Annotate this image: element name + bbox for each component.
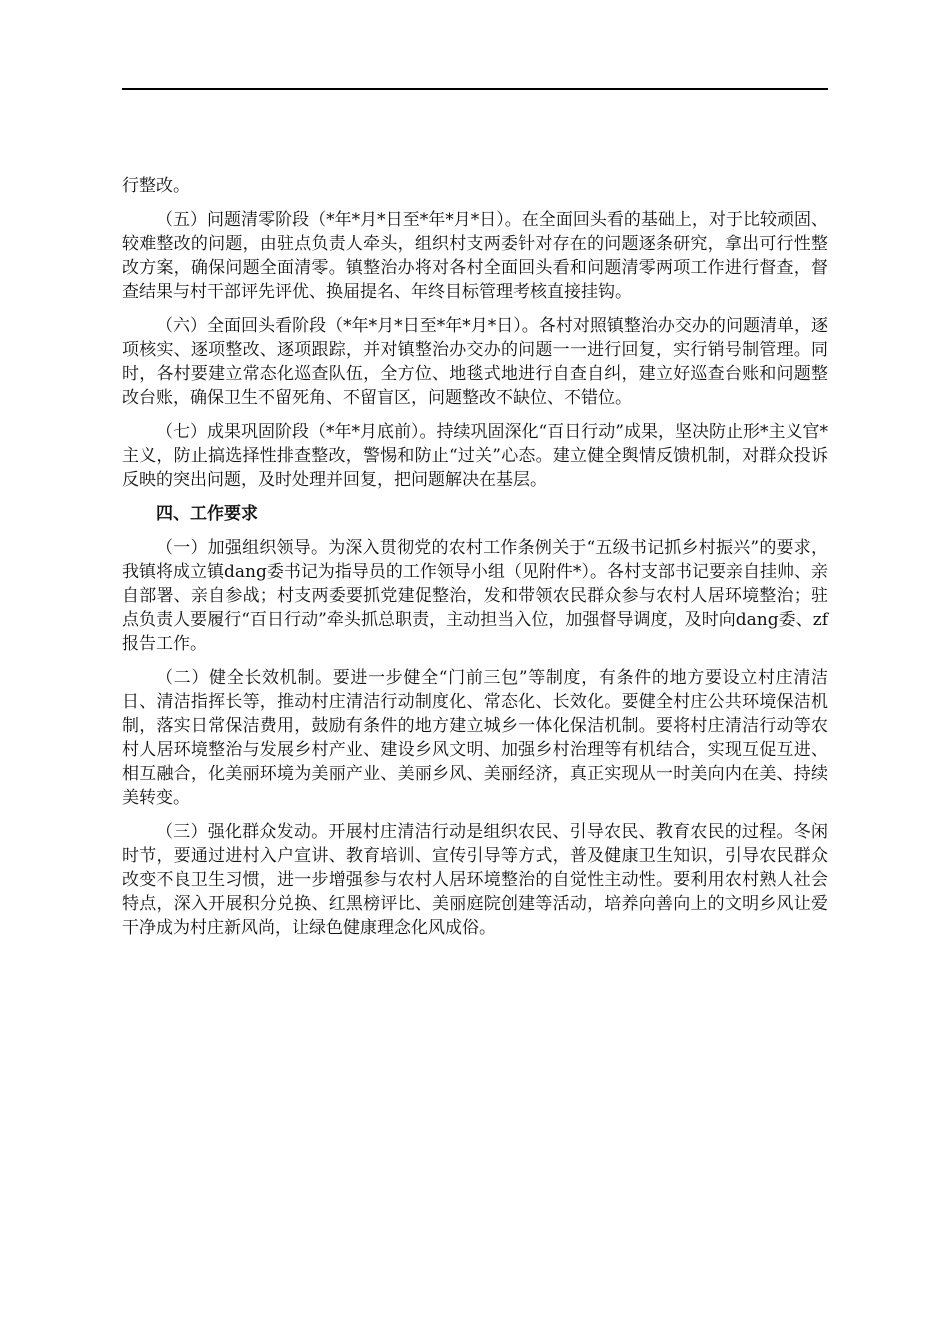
- paragraph-continuation: 行整改。: [122, 176, 190, 196]
- paragraph-stage-5: （五）问题清零阶段（*年*月*日至*年*月*日）。在全面回头看的基础上，对于比较顽固、较难整改的问题，由驻点负责人牵头，组织村支两委针对存在的问题逐条研究，拿出可行性整改方案，确保问题全面清零。镇整治办将对各村全面回头看和问题清零两项工作进行督查，督查结果与村干部评先评优、换届提名、年终目标管理考核直接挂钩。: [122, 210, 828, 302]
- document-body: [122, 174, 828, 940]
- paragraph-stage-7: （七）成果巩固阶段（*年*月底前）。持续巩固深化“百日行动”成果，坚决防止形*主义官*主义，防止搞选择性排查整改，警惕和防止“过关”心态。建立健全舆情反馈机制，对群众投诉反映的突出问题，及时处理并回复，把问题解决在基层。: [122, 422, 828, 490]
- paragraph-stage-6: （六）全面回头看阶段（*年*月*日至*年*月*日）。各村对照镇整治办交办的问题清单，逐项核实、逐项整改、逐项跟踪，并对镇整治办交办的问题一一进行回复，实行销号制管理。同时，各村要建立常态化巡查队伍，全方位、地毯式地进行自查自纠，建立好巡查台账和问题整改台账，确保卫生不留死角、不留盲区，问题整改不缺位、不错位。: [122, 316, 828, 408]
- paragraph-requirement-3: （三）强化群众发动。开展村庄清洁行动是组织农民、引导农民、教育农民的过程。冬闲时节，要通过进村入户宣讲、教育培训、宣传引导等方式，普及健康卫生知识，引导农民群众改变不良卫生习惯，进一步增强参与农村人居环境整治的自觉性主动性。要利用农村熟人社会特点，深入开展积分兑换、红黑榜评比、美丽庭院创建等活动，培养向善向上的文明乡风让爱干净成为村庄新风尚，让绿色健康理念化风成俗。: [122, 822, 828, 938]
- paragraph-requirement-1: （一）加强组织领导。为深入贯彻党的农村工作条例关于“五级书记抓乡村振兴”的要求，我镇将成立镇dang委书记为指导员的工作领导小组（见附件*）。各村支部书记要亲自挂帅、亲自部署、亲自参战；村支两委要抓党建促整治，发和带领农民群众参与农村人居环境整治；驻点负责人要履行“百日行动”牵头抓总职责，主动担当入位，加强督导调度，及时向dang委、zf报告工作。: [122, 538, 828, 654]
- section-heading-work-requirements: 四、工作要求: [156, 504, 258, 524]
- paragraph-requirement-2: （二）健全长效机制。要进一步健全“门前三包”等制度，有条件的地方要设立村庄清洁日、清洁指挥长等，推动村庄清洁行动制度化、常态化、长效化。要健全村庄公共环境保洁机制，落实日常保洁费用，鼓励有条件的地方建立城乡一体化保洁机制。要将村庄清洁行动等农村人居环境整治与发展乡村产业、建设乡风文明、加强乡村治理等有机结合，实现互促互进、相互融合，化美丽环境为美丽产业、美丽乡风、美丽经济，真正实现从一时美向内在美、持续美转变。: [122, 668, 828, 808]
- header-rule: [122, 88, 828, 90]
